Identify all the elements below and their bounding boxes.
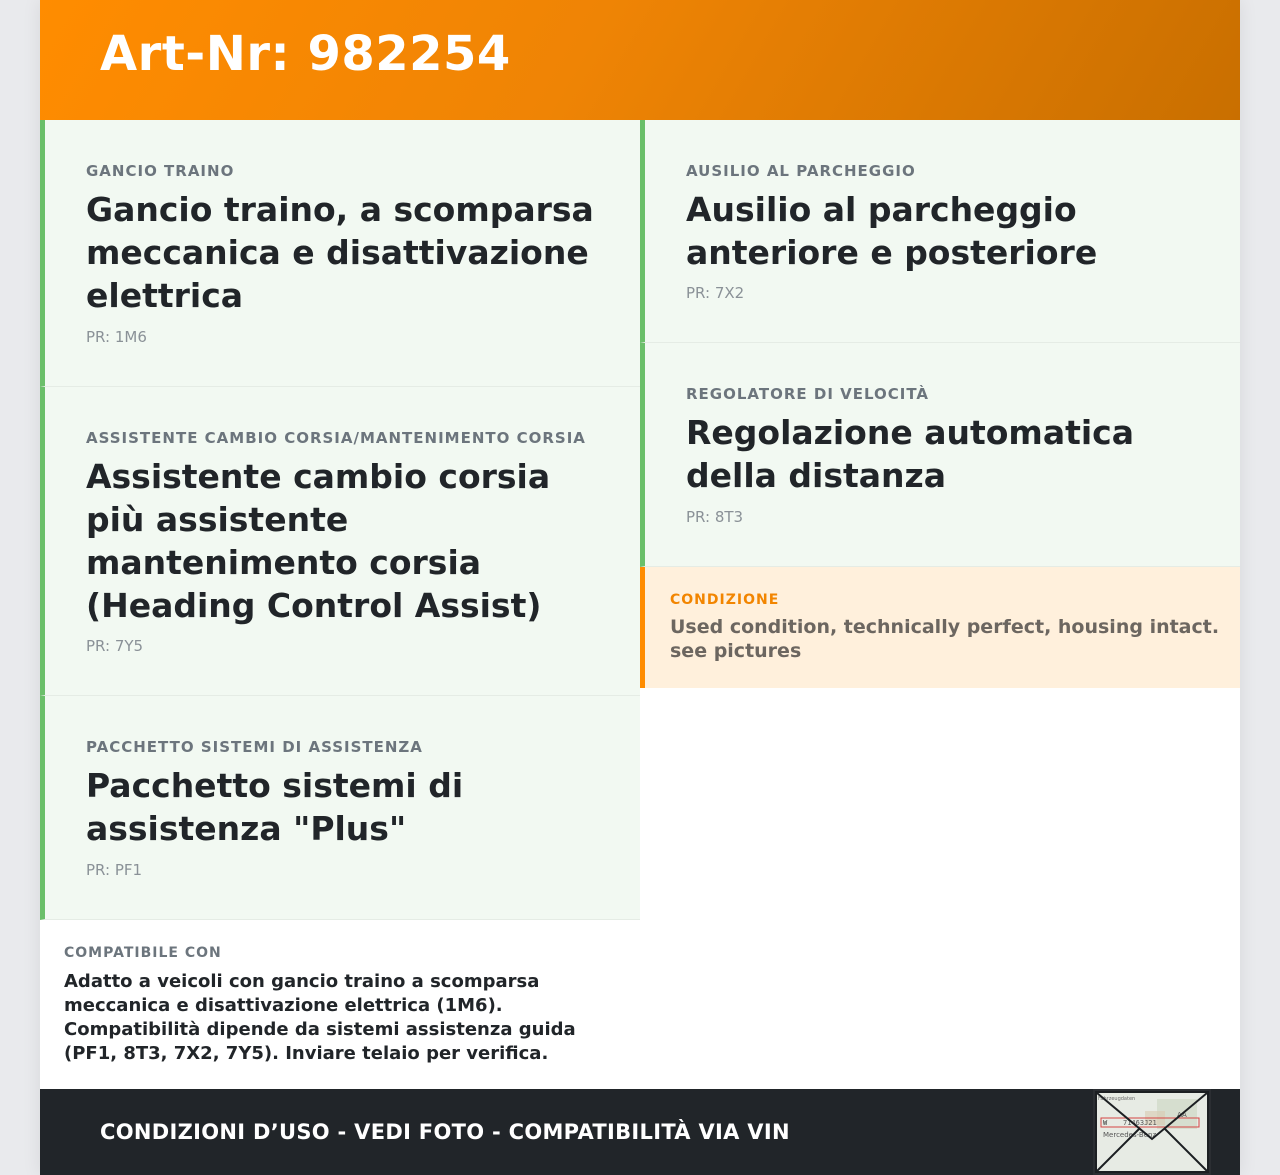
- footer-text: CONDIZIONI D’USO - VEDI FOTO - COMPATIBILITÀ VIA VIN: [100, 1120, 790, 1144]
- feature-title: Pacchetto sistemi di assistenza "Plus": [86, 766, 464, 848]
- header-banner: [40, 0, 1240, 120]
- footer-bar: [40, 1089, 1240, 1175]
- compatibility-text: Adatto a veicoli con gancio traino a scomparsa meccanica e disattivazione elettrica (1M6). Compatibilità dipende da sistemi assistenza guida (PF1, 8T3, 7X2, 7Y5). Inviare telaio per verifica.: [64, 971, 576, 1064]
- condition-text: Used condition, technically perfect, housing intact. see pictures: [670, 616, 1220, 662]
- feature-category: REGOLATORE DI VELOCITÀ: [686, 385, 930, 403]
- thumb-text-w: W: [1103, 1119, 1108, 1127]
- feature-category: ASSISTENTE CAMBIO CORSIA/MANTENIMENTO CORSIA: [86, 429, 586, 447]
- feature-pr-code: PR: 8T3: [686, 508, 744, 526]
- feature-title: Ausilio al parcheggio anteriore e posteriore: [686, 190, 1098, 272]
- feature-pr-code: PR: 1M6: [86, 328, 147, 346]
- thumb-text-vin: 71463J21: [1123, 1119, 1157, 1127]
- left-column: [40, 120, 640, 1089]
- feature-card-tow-hitch: [40, 120, 640, 387]
- feature-title: Assistente cambio corsia più assistente mantenimento corsia (Heading Control Assist): [86, 457, 551, 625]
- condition-label: CONDIZIONE: [670, 592, 780, 608]
- thumb-text-aa: AA: [1177, 1111, 1187, 1119]
- feature-category: PACCHETTO SISTEMI DI ASSISTENZA: [86, 738, 423, 756]
- article-number-title: Art-Nr: 982254: [100, 26, 511, 82]
- feature-title: Gancio traino, a scomparsa meccanica e disattivazione elettrica: [86, 190, 594, 315]
- feature-pr-code: PR: 7Y5: [86, 637, 144, 655]
- feature-card-parking-aid: [640, 120, 1240, 343]
- feature-title: Regolazione automatica della distanza: [686, 413, 1134, 495]
- envelope-icon: [1095, 1091, 1209, 1173]
- label-photo-thumbnail[interactable]: [1093, 1089, 1211, 1175]
- feature-card-assist-package: [40, 696, 640, 920]
- feature-category: GANCIO TRAINO: [86, 162, 235, 180]
- feature-pr-code: PR: PF1: [86, 861, 143, 879]
- product-sheet: [40, 0, 1240, 1175]
- compatibility-section: [40, 920, 640, 1089]
- thumb-text-brand: Mercedes-Benz: [1103, 1131, 1157, 1139]
- thumb-text-header: Fahrzeugdaten: [1098, 1096, 1136, 1102]
- feature-card-cruise-control: [640, 343, 1240, 567]
- feature-category: AUSILIO AL PARCHEGGIO: [686, 162, 916, 180]
- feature-card-lane-assist: [40, 387, 640, 696]
- feature-pr-code: PR: 7X2: [686, 284, 745, 302]
- right-column: [640, 120, 1240, 1089]
- compatibility-label: COMPATIBILE CON: [64, 945, 222, 961]
- condition-box: [640, 567, 1240, 688]
